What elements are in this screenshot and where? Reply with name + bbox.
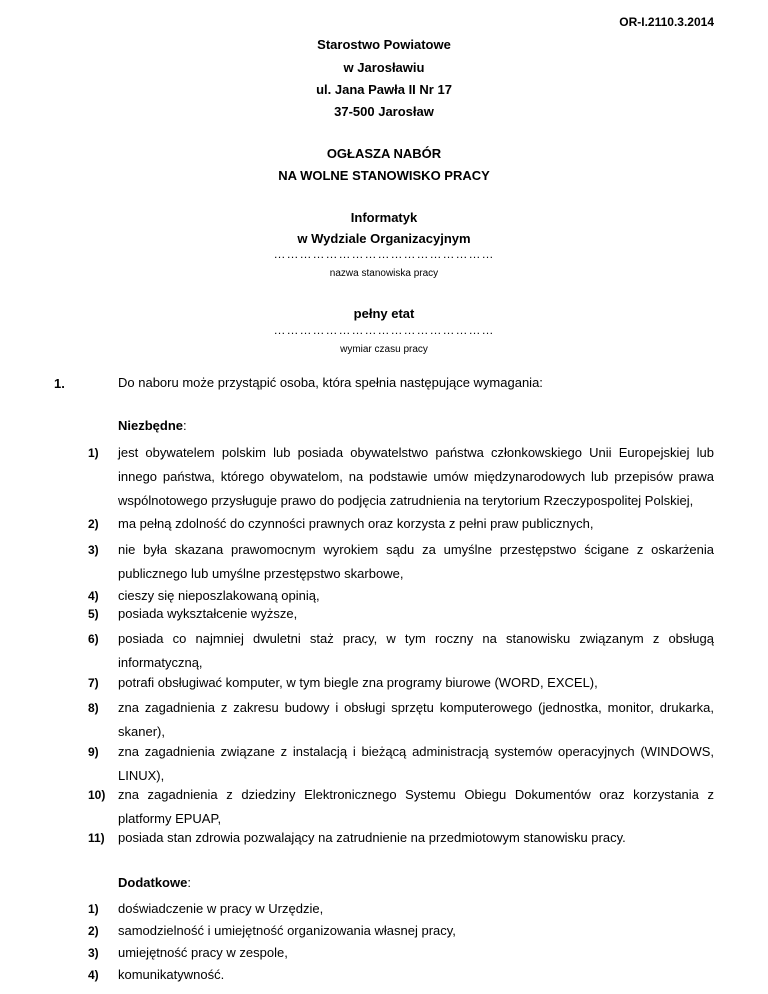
required-item-8-text: zna zagadnienia z zakresu budowy i obsługi sprzętu komputerowego (jednostka, monitor, drukarka, skaner), — [118, 700, 714, 739]
required-item-7-number: 7) — [88, 676, 99, 690]
required-item-4-text: cieszy się nieposzlakowaną opinią, — [118, 588, 320, 603]
required-item-3-number: 3) — [88, 543, 99, 557]
position-title: Informatyk — [350, 210, 418, 225]
required-item-9-number: 9) — [88, 745, 99, 759]
announcement-line-1: OGŁASZA NABÓR — [326, 146, 442, 161]
position-department: w Wydziale Organizacyjnym — [297, 231, 471, 246]
employment-caption: wymiar czasu pracy — [340, 344, 428, 355]
required-heading — [118, 418, 187, 433]
announcement-line-2: NA WOLNE STANOWISKO PRACY — [278, 168, 490, 183]
required-item-10-text: zna zagadnienia z dziedziny Elektronicznego Systemu Obiegu Dokumentów oraz korzystania z platformy EPUAP, — [118, 787, 714, 826]
required-item-2-number: 2) — [88, 517, 99, 531]
required-item-3-text: nie była skazana prawomocnym wyrokiem sądu za umyślne przestępstwo ścigane z oskarżenia publicznego lub umyślne przestępstwo skarbowe, — [118, 542, 714, 581]
required-item-8-number: 8) — [88, 701, 99, 715]
additional-item-4-text: komunikatywność. — [118, 967, 225, 982]
required-item-5-number: 5) — [88, 607, 99, 621]
required-item-9-text: zna zagadnienia związane z instalacją i bieżącą administracją systemów operacyjnych (WINDOWS, LINUX), — [118, 744, 714, 783]
additional-item-2-number: 2) — [88, 924, 99, 938]
additional-heading — [118, 875, 191, 890]
additional-item-4-number: 4) — [88, 968, 99, 982]
required-item-6-text: posiada co najmniej dwuletni staż pracy, w tym roczny na stanowisku związanym z obsługą informatyczną, — [118, 631, 714, 670]
required-item-2-text: ma pełną zdolność do czynności prawnych oraz korzysta z pełni praw publicznych, — [118, 516, 594, 531]
additional-item-1-text: doświadczenie w pracy w Urzędzie, — [118, 901, 324, 916]
required-heading-colon: : — [183, 418, 187, 433]
header-office-name: Starostwo Powiatowe — [317, 37, 451, 52]
additional-heading-colon: : — [187, 875, 191, 890]
required-item-10-number: 10) — [88, 788, 106, 802]
required-item-1-text: jest obywatelem polskim lub posiada obywatelstwo państwa członkowskiego Unii Europejskiej lub innego państwa, którego obywatelom, na podstawie umów międzynarodowych lub przepisów prawa wspólnotowego przysługuje prawo do podjęcia zatrudnienia na terytorium Rzeczypospolitej Polskiej, — [118, 445, 714, 508]
required-item-11-number: 11) — [88, 831, 105, 845]
additional-item-1-number: 1) — [88, 902, 99, 916]
required-heading-label: Niezbędne — [118, 418, 184, 433]
required-item-11-text: posiada stan zdrowia pozwalający na zatrudnienie na przedmiotowym stanowisku pracy. — [118, 830, 626, 845]
required-item-5-text: posiada wykształcenie wyższe, — [118, 606, 298, 621]
required-item-4-number: 4) — [88, 589, 99, 603]
required-item-7-text: potrafi obsługiwać komputer, w tym biegle zna programy biurowe (WORD, EXCEL), — [118, 675, 598, 690]
additional-item-2-text: samodzielność i umiejętność organizowania własnej pracy, — [118, 923, 456, 938]
required-item-1-number: 1) — [88, 446, 99, 460]
employment-dotted-line: …………………………………………… — [273, 323, 495, 337]
employment-value: pełny etat — [353, 306, 415, 321]
additional-item-3-number: 3) — [88, 946, 99, 960]
position-dotted-line: …………………………………………… — [273, 247, 495, 261]
additional-item-3-text: umiejętność pracy w zespole, — [118, 945, 288, 960]
section-1-number: 1. — [54, 376, 65, 391]
section-1-intro: Do naboru może przystąpić osoba, która spełnia następujące wymagania: — [118, 375, 543, 390]
header-office-street: ul. Jana Pawła II Nr 17 — [316, 82, 452, 97]
document-reference-number: OR-I.2110.3.2014 — [619, 15, 714, 29]
required-item-6-number: 6) — [88, 632, 99, 646]
position-caption: nazwa stanowiska pracy — [329, 268, 439, 279]
header-office-city: w Jarosławiu — [343, 60, 425, 75]
additional-heading-label: Dodatkowe — [118, 875, 188, 890]
header-office-postcode: 37-500 Jarosław — [334, 104, 434, 119]
